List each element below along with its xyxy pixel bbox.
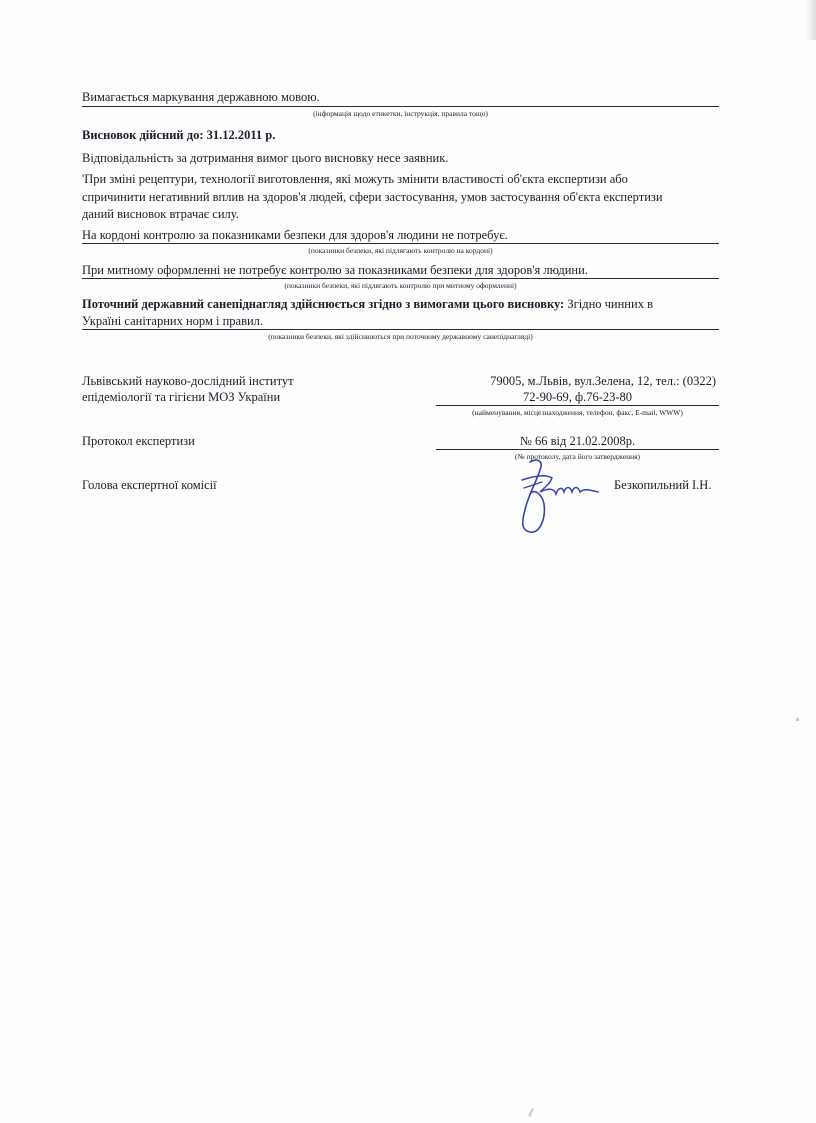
validity-line (82, 126, 275, 144)
supervision-value-line2: Україні санітарних норм і правил. (82, 314, 264, 328)
validity-label: Висновок дійсний до: (82, 128, 204, 142)
supervision-label: Поточний державний санепіднагляд здійснюється згідно з вимогами цього висновку: (82, 297, 565, 311)
marking-rule (82, 106, 719, 107)
institution-address-line1: 79005, м.Львів, вул.Зелена, 12, тел.: (0322) (490, 374, 716, 388)
supervision-caption: (показники безпеки, які здійснюються при поточному державному санепіднагляді) (268, 332, 533, 341)
institution-caption: (найменування, місцезнаходження, телефон, факс, E-mail, WWW) (472, 408, 683, 417)
protocol-label: Протокол експертизи (82, 434, 195, 448)
institution-name-line2: епідеміології та гігієни МОЗ України (82, 390, 281, 404)
signature (500, 448, 615, 538)
border-control-caption: (показники безпеки, які підлягають контролю на кордоні) (308, 246, 493, 255)
protocol-caption: (№ протоколу, дата його затвердження) (514, 452, 641, 461)
supervision-line1 (82, 295, 653, 313)
customs-control-rule (82, 278, 719, 279)
changes-clause-line1: 'При зміні рецептури, технології виготовлення, які можуть змінити властивості об'єкта експертизи або (82, 172, 628, 186)
border-control-text: На кордоні контролю за показниками безпеки для здоров'я людини не потребує. (82, 228, 508, 242)
marking-text: Вимагається маркування державною мовою. (82, 90, 320, 104)
scan-speck (796, 718, 799, 721)
border-control-rule (82, 243, 719, 244)
supervision-value-line1: Згідно чинних в (567, 297, 653, 311)
responsibility-text: Відповідальність за дотримання вимог цього висновку несе заявник. (82, 151, 449, 165)
protocol-value: № 66 від 21.02.2008р. (519, 434, 636, 448)
chair-label: Голова експертної комісії (82, 478, 217, 492)
scan-mark (528, 1108, 534, 1117)
validity-date: 31.12.2011 р. (206, 128, 276, 142)
customs-control-caption: (показники безпеки, які підлягають контролю при митному оформленні) (284, 281, 517, 290)
changes-clause-line2: спричинити негативний вплив на здоров'я людей, сфери застосування, умов застосування об'єкта експертизи (82, 190, 663, 204)
marking-caption: (інформація щодо етикетки, інструкція, правила тощо) (313, 109, 488, 118)
changes-clause-line3: даний висновок втрачає силу. (82, 207, 239, 221)
institution-address-line2: 72-90-69, ф.76-23-80 (522, 390, 633, 404)
scan-edge-shadow (806, 0, 816, 40)
chair-name: Безкопильний І.Н. (614, 478, 712, 492)
institution-rule (436, 405, 719, 406)
institution-name-line1: Львівський науково-дослідний інститут (82, 374, 294, 388)
customs-control-text: При митному оформленні не потребує контролю за показниками безпеки для здоров'я людини. (82, 263, 588, 277)
supervision-rule (82, 329, 719, 330)
